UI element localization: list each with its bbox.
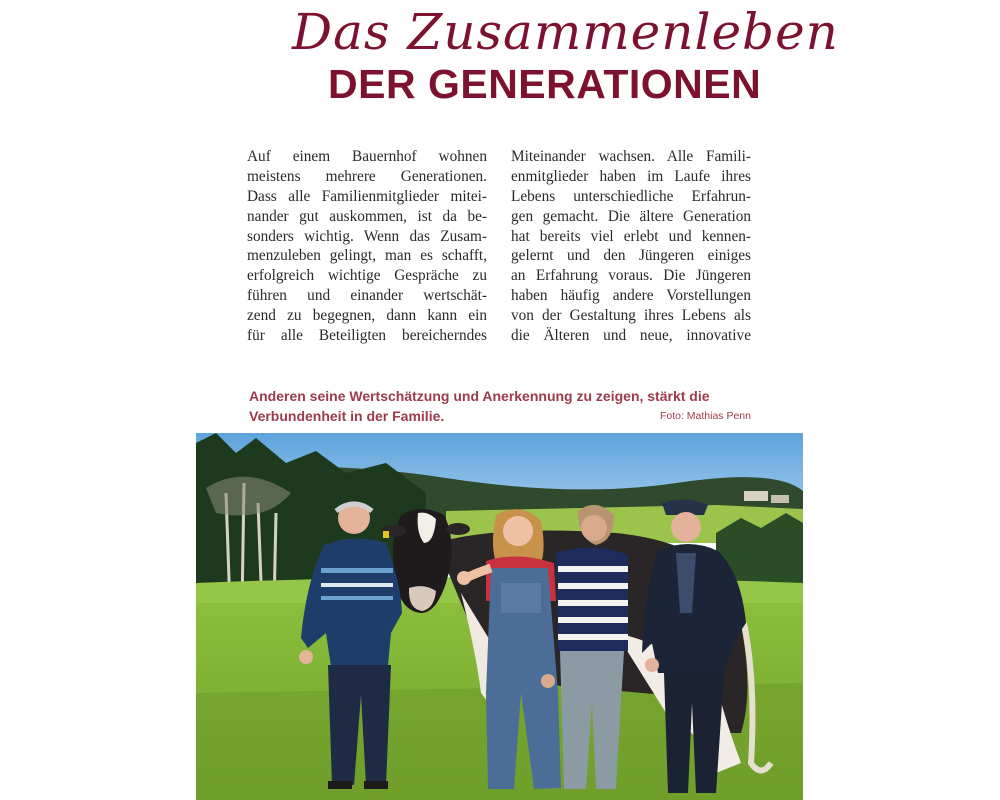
body-line: Auf einem Bauernhof wohnen — [247, 148, 487, 165]
body-line: gelernt und den Jüngeren einiges — [511, 247, 751, 265]
title-script: Das Zusammenleben — [292, 3, 839, 61]
caption-line: Verbundenheit in der Familie. — [249, 408, 445, 424]
body-line: Lebens unterschiedliche Erfahrun- — [511, 187, 751, 205]
body-line: menzuleben gelingt, man es schafft, — [247, 247, 487, 265]
body-line: haben häufig andere Vorstellungen — [511, 287, 751, 305]
body-line: hat bereits viel erlebt und kennen- — [511, 227, 751, 245]
body-line: gen gemacht. Die ältere Generation — [511, 207, 751, 225]
body-line: zend zu begegnen, dann kann ein — [247, 307, 487, 325]
body-line: erfolgreich wichtige Gespräche zu — [247, 267, 487, 285]
body-line: an Erfahrung voraus. Die Jüngeren — [511, 267, 751, 285]
body-line: meistens mehrere Generationen. — [247, 167, 487, 185]
body-line: führen und einander wertschät- — [247, 287, 487, 305]
body-line: von der Gestaltung ihres Lebens als — [511, 307, 751, 325]
body-column-right — [511, 147, 751, 346]
caption-line: Anderen seine Wertschätzung und Anerkennung zu zeigen, stärkt die — [249, 388, 710, 404]
body-line: nander gut auskommen, ist da be- — [247, 207, 487, 225]
body-line: enmitglieder haben im Laufe ihres — [511, 167, 751, 185]
body-line: die Älteren und neue, innovative — [511, 327, 751, 345]
body-line: sonders wichtig. Wenn das Zusam- — [247, 227, 487, 245]
body-line: Miteinander wachsen. Alle Famili- — [511, 148, 751, 165]
body-line: Dass alle Familienmitglieder mitei- — [247, 187, 487, 205]
page-title: DER GENERATIONEN — [328, 61, 762, 107]
family-photo — [196, 433, 803, 800]
farm-building — [744, 491, 768, 501]
body-column-left — [247, 147, 487, 346]
photo-credit: Foto: Mathias Penn — [659, 410, 751, 422]
body-line: für alle Beteiligten bereicherndes — [247, 327, 487, 345]
